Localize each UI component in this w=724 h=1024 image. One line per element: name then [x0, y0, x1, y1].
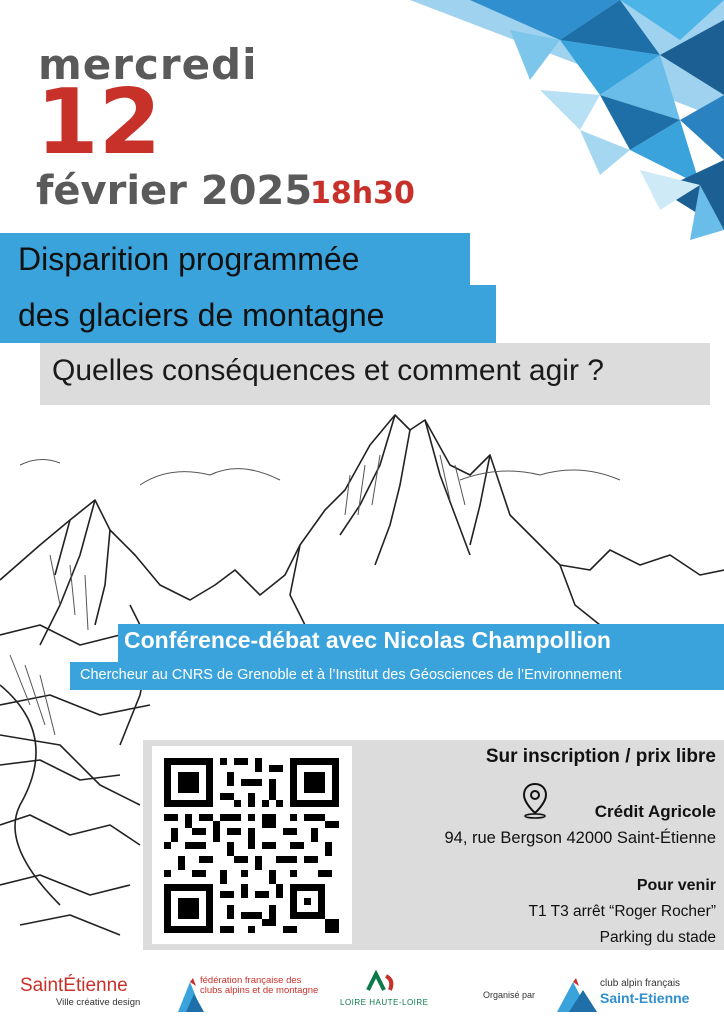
caf-logo-line-1: club alpin français: [600, 978, 681, 989]
subtitle: Quelles conséquences et comment agir ?: [52, 354, 604, 387]
venue-name: Crédit Agricole: [594, 802, 716, 821]
conference-title: Conférence-débat avec Nicolas Champollion: [124, 627, 611, 653]
caf-logo-line-2: Saint-Etienne: [600, 990, 690, 1006]
credit-agricole-logo-text: LOIRE HAUTE-LOIRE: [340, 998, 429, 1007]
qr-code-icon[interactable]: [164, 758, 339, 933]
saint-etienne-logo-tagline: Ville créative design: [56, 997, 141, 1008]
access-heading: Pour venir: [636, 877, 716, 894]
organised-by-label: Organisé par: [483, 990, 536, 1000]
credit-agricole-icon: [364, 970, 398, 996]
date-day-number: 12: [36, 70, 162, 175]
registration-info: Sur inscription / prix libre: [485, 746, 716, 767]
access-parking: Parking du stade: [599, 929, 716, 946]
venue-address: 94, rue Bergson 42000 Saint-Étienne: [444, 829, 716, 847]
caf-mountain-icon: [555, 974, 599, 1014]
date-weekday: mercredi: [38, 40, 258, 89]
event-time: 18h30: [310, 176, 415, 211]
map-pin-icon: [518, 781, 552, 819]
ffcam-logo: fédération française des clubs alpins et de montagne: [200, 975, 319, 996]
title-line-1: Disparition programmée: [18, 241, 360, 277]
speaker-role: Chercheur au CNRS de Grenoble et à l’Institut des Géosciences de l’Environnement: [80, 667, 622, 683]
saint-etienne-logo: SaintÉtienne: [20, 975, 128, 996]
access-tram: T1 T3 arrêt “Roger Rocher”: [528, 903, 716, 920]
title-line-2: des glaciers de montagne: [18, 297, 385, 333]
date-month-year: février 2025: [36, 168, 313, 214]
qr-code-frame: [152, 746, 352, 944]
